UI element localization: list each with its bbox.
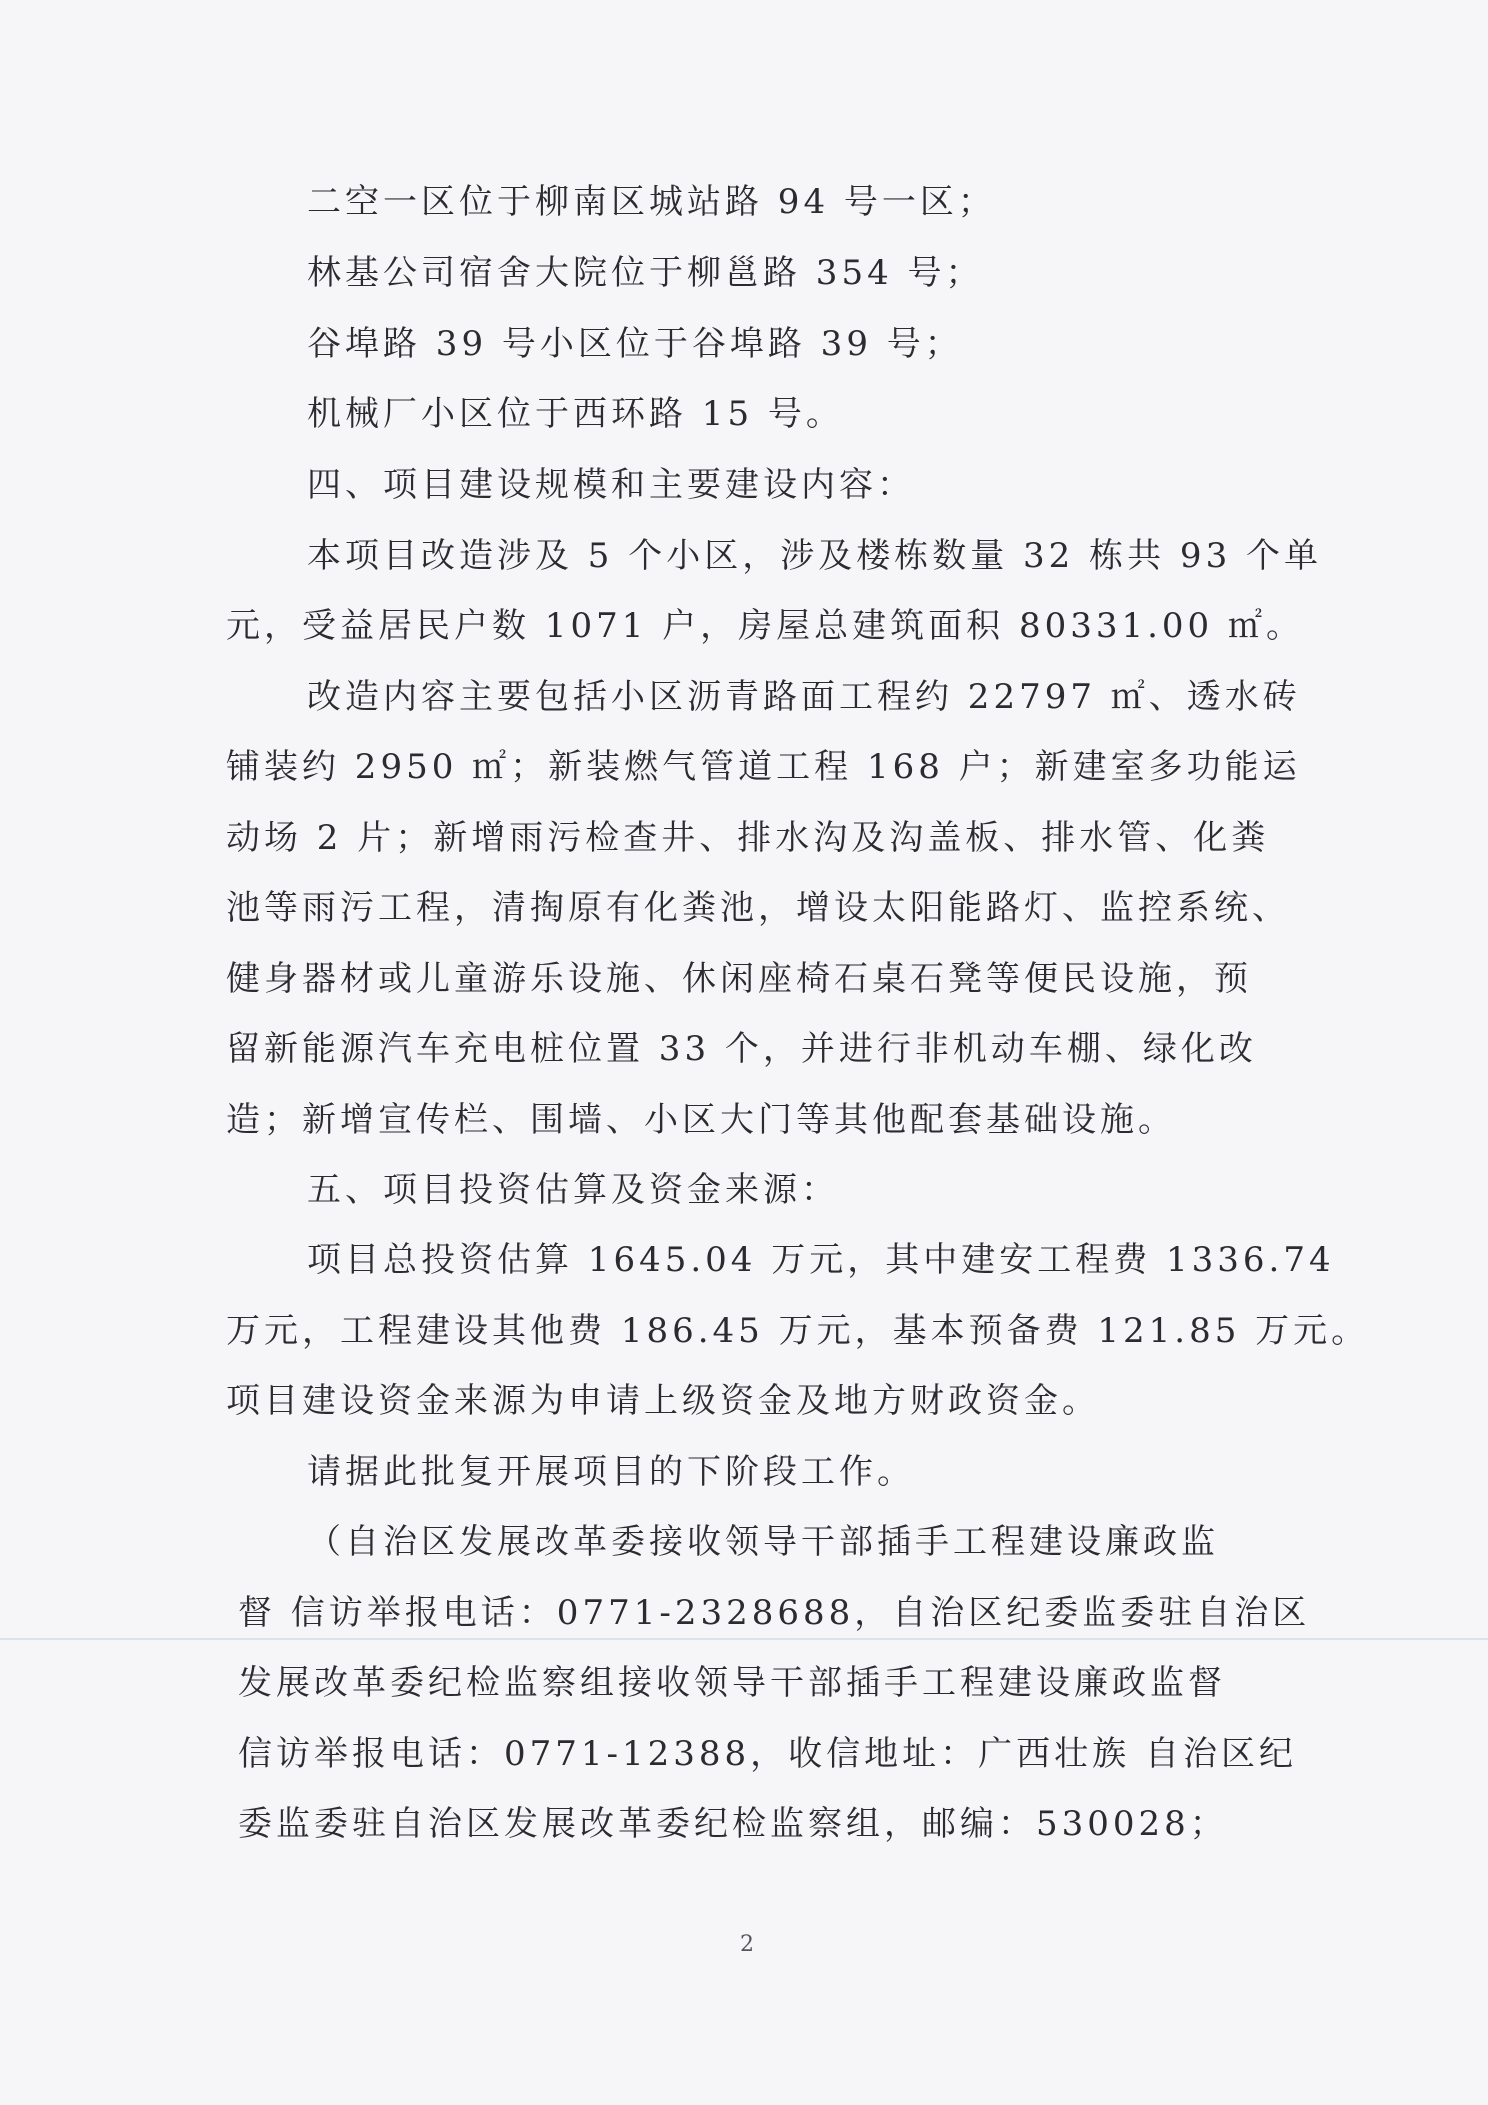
text-line: 改造内容主要包括小区沥青路面工程约 22797 ㎡、透水砖 <box>307 677 1301 717</box>
text-line: 铺装约 2950 ㎡；新装燃气管道工程 168 户；新建室多功能运 <box>226 747 1301 787</box>
text-line: 信访举报电话：0771-12388，收信地址：广西壮族 自治区纪 <box>238 1734 1297 1774</box>
section-heading: 五、项目投资估算及资金来源： <box>307 1170 839 1210</box>
text-line: 项目总投资估算 1645.04 万元，其中建安工程费 1336.74 <box>307 1240 1335 1280</box>
text-line: 池等雨污工程，清掏原有化粪池，增设太阳能路灯、监控系统、 <box>226 888 1290 928</box>
text-line: 机械厂小区位于西环路 15 号。 <box>307 394 844 434</box>
text-line: （自治区发展改革委接收领导干部插手工程建设廉政监 <box>307 1522 1219 1562</box>
section-heading: 四、项目建设规模和主要建设内容： <box>307 465 915 505</box>
text-line: 造；新增宣传栏、围墙、小区大门等其他配套基础设施。 <box>226 1100 1176 1140</box>
text-line: 发展改革委纪检监察组接收领导干部插手工程建设廉政监督 <box>238 1663 1226 1703</box>
text-line: 二空一区位于柳南区城站路 94 号一区； <box>307 182 996 222</box>
scan-artifact-line <box>0 1638 1488 1640</box>
text-line: 健身器材或儿童游乐设施、休闲座椅石桌石凳等便民设施，预 <box>226 959 1252 999</box>
text-line: 留新能源汽车充电桩位置 33 个，并进行非机动车棚、绿化改 <box>226 1029 1257 1069</box>
text-line: 元，受益居民户数 1071 户，房屋总建筑面积 80331.00 ㎡。 <box>226 606 1304 646</box>
text-line: 动场 2 片；新增雨污检查井、排水沟及沟盖板、排水管、化粪 <box>226 818 1270 858</box>
text-line: 委监委驻自治区发展改革委纪检监察组，邮编：530028； <box>238 1804 1228 1844</box>
text-line: 本项目改造涉及 5 个小区，涉及楼栋数量 32 栋共 93 个单 <box>307 536 1323 576</box>
text-line: 项目建设资金来源为申请上级资金及地方财政资金。 <box>226 1381 1100 1421</box>
text-line: 督 信访举报电话：0771-2328688，自治区纪委监委驻自治区 <box>238 1593 1311 1633</box>
text-line: 请据此批复开展项目的下阶段工作。 <box>307 1452 915 1492</box>
page-number: 2 <box>740 1932 754 1957</box>
text-line: 林基公司宿舍大院位于柳邕路 354 号； <box>307 253 984 293</box>
text-line: 万元，工程建设其他费 186.45 万元，基本预备费 121.85 万元。 <box>226 1311 1370 1351</box>
text-line: 谷埠路 39 号小区位于谷埠路 39 号； <box>307 324 963 364</box>
